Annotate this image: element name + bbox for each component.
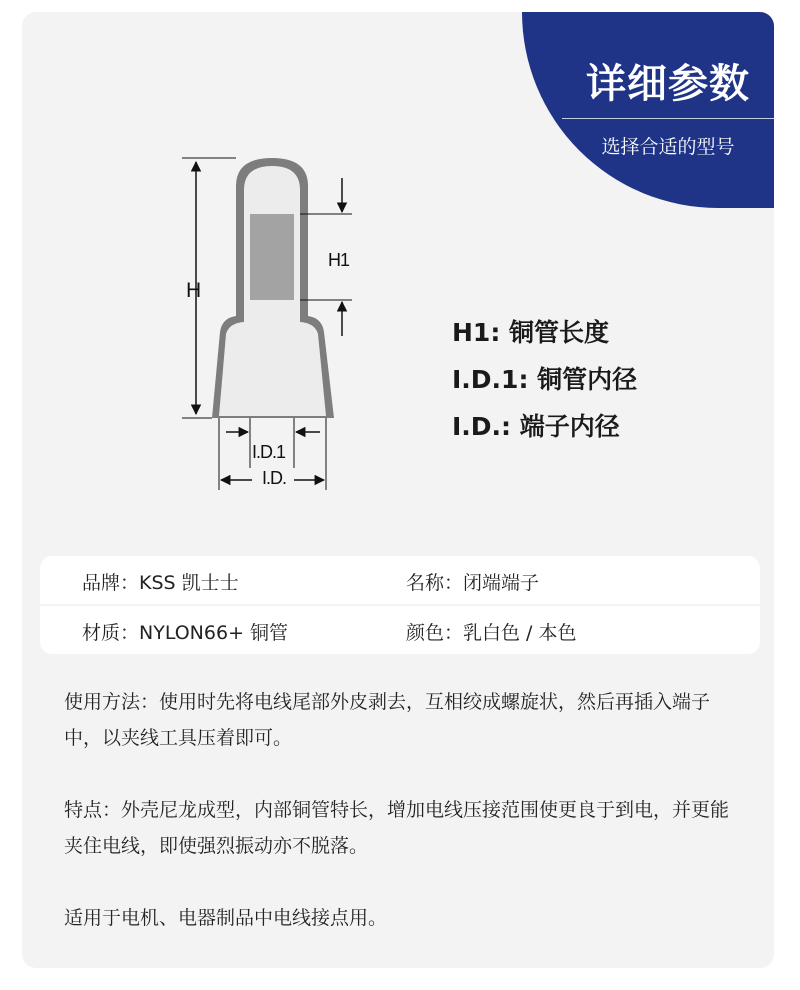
spec-name: 名称：闭端端子 — [406, 572, 540, 594]
application-text: 适用于电机、电器制品中电线接点用。 — [64, 907, 388, 929]
spec-row — [40, 556, 760, 604]
legend-id: I.D.: 端子内径 — [452, 412, 620, 441]
h1-label: H1 — [328, 250, 350, 270]
id1-label: I.D.1 — [252, 442, 286, 462]
spec-color: 颜色：乳白色 / 本色 — [406, 622, 577, 644]
legend-h1: H1: 铜管长度 — [452, 318, 610, 347]
legend-id1: I.D.1: 铜管内径 — [452, 365, 638, 394]
page-subtitle: 选择合适的型号 — [601, 136, 735, 158]
features-text: 特点：外壳尼龙成型，内部铜管特长，增加电线压接范围使更良于到电，并更能夹住电线，即使强烈振动亦不脱落。 — [64, 799, 730, 857]
page-title: 详细参数 — [586, 61, 750, 107]
dimension-legend — [452, 318, 637, 459]
id-label: I.D. — [262, 468, 287, 488]
spec-row — [40, 606, 760, 654]
spec-material: 材质：NYLON66+ 铜管 — [82, 622, 289, 644]
h-label: H — [186, 279, 202, 302]
copper-tube — [250, 214, 294, 300]
usage-text: 使用方法：使用时先将电线尾部外皮剥去，互相绞成螺旋状，然后再插入端子中，以夹线工具压着即可。 — [64, 691, 711, 749]
spec-brand: 品牌：KSS 凯士士 — [82, 572, 239, 594]
